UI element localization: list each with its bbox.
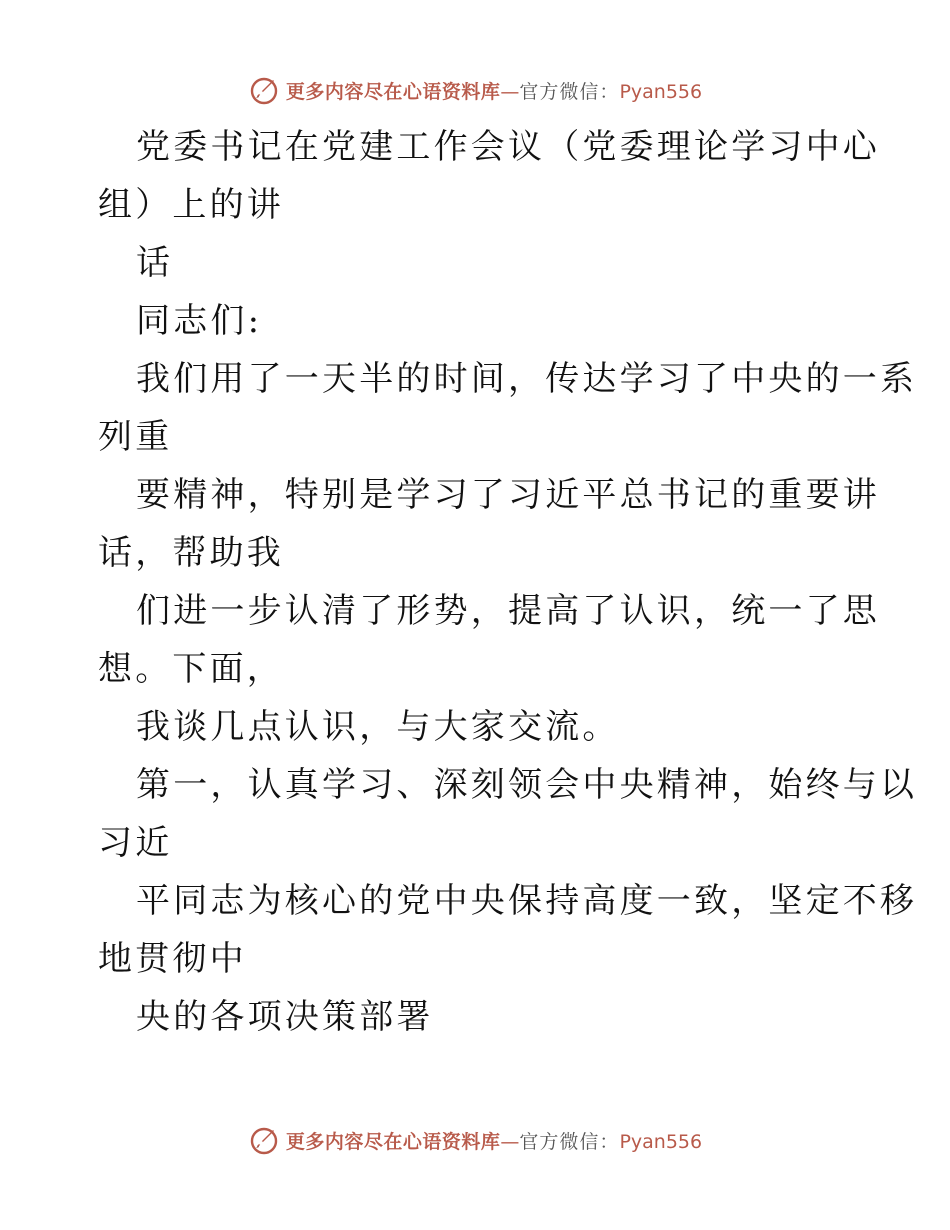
text-line: 话，帮助我 [98, 533, 284, 573]
text-line: 平同志为核心的党中央保持高度一致，坚定不移 [136, 881, 918, 921]
footer-watermark [0, 1120, 950, 1160]
quill-pen-seal-icon [248, 74, 280, 106]
text-line: 要精神，特别是学习了习近平总书记的重要讲 [136, 475, 880, 515]
wechat-label: 官方微信： [519, 1130, 620, 1153]
wechat-label: 官方微信： [519, 80, 620, 103]
wechat-id: Pyan556 [619, 1130, 703, 1153]
text-line: 列重 [98, 417, 173, 457]
text-line: 地贯彻中 [98, 939, 247, 979]
text-line: 央的各项决策部署 [136, 997, 434, 1037]
text-line: 们进一步认清了形势，提高了认识，统一了思 [136, 591, 880, 631]
text-line: 党委书记在党建工作会议（党委理论学习中心 [136, 127, 880, 167]
site-name: 更多内容尽在心语资料库 [285, 1130, 501, 1153]
quill-pen-seal-icon [248, 1124, 280, 1156]
text-line: 想。下面， [98, 649, 284, 689]
wechat-id: Pyan556 [619, 80, 703, 103]
text-line: 习近 [98, 823, 173, 863]
header-watermark [0, 70, 950, 110]
text-line: 我们用了一天半的时间，传达学习了中央的一系 [136, 359, 918, 399]
site-name: 更多内容尽在心语资料库 [285, 80, 501, 103]
document-body [98, 118, 918, 1046]
text-line: 话 [136, 243, 174, 283]
separator-dash: — [500, 1130, 520, 1153]
text-line: 我谈几点认识，与大家交流。 [136, 707, 620, 747]
separator-dash: — [500, 80, 520, 103]
text-line: 组）上的讲 [98, 185, 284, 225]
text-line: 同志们: [136, 301, 263, 341]
text-line: 第一，认真学习、深刻领会中央精神，始终与以 [136, 765, 918, 805]
